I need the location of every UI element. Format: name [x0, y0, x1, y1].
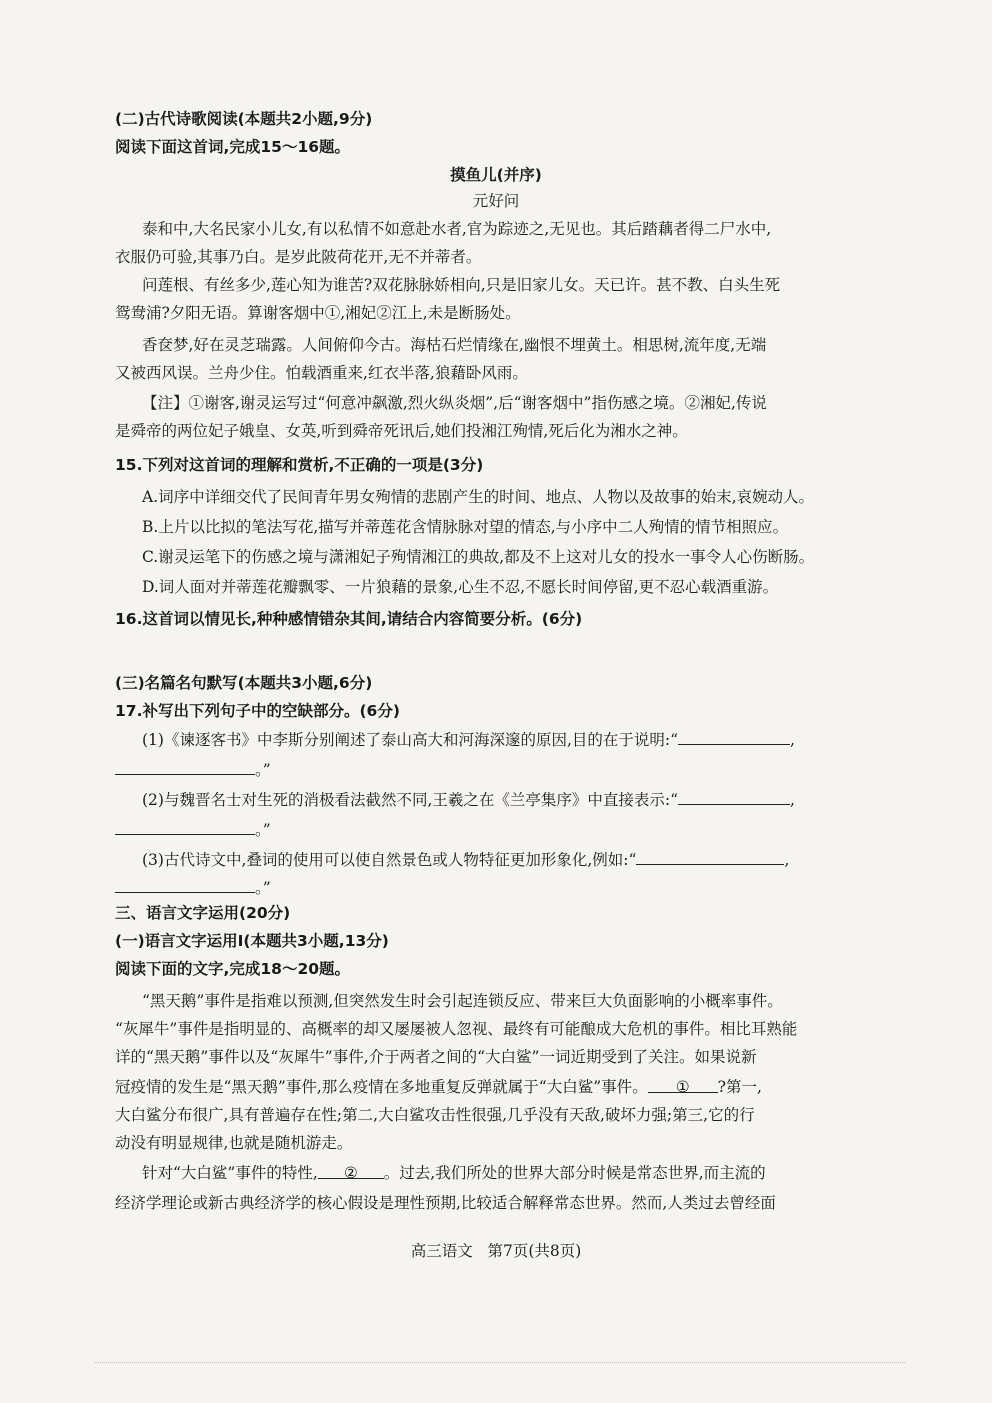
question-17-stem: 17.补写出下列句子中的空缺部分。(6分) — [115, 702, 400, 720]
answer-blank[interactable] — [115, 876, 255, 893]
language-instruction: 阅读下面的文字,完成18～20题。 — [115, 960, 351, 978]
answer-blank[interactable] — [636, 848, 784, 865]
poetry-instruction: 阅读下面这首词,完成15～16题。 — [115, 138, 351, 156]
answer-blank[interactable]: ① — [648, 1076, 718, 1093]
poem-preface-line: 衣服仍可验,其事乃白。是岁此陂荷花开,无不并蒂者。 — [115, 248, 482, 266]
poem-stanza-line: 问莲根、有丝多少,莲心知为谁苦?双花脉脉娇相向,只是旧家儿女。天已许。甚不教、白头生死 — [142, 276, 781, 294]
poem-preface-line: 泰和中,大名民家小儿女,有以私情不如意赴水者,官为踪迹之,无见也。其后踏藕者得二尸水中, — [142, 220, 772, 238]
question-17-item-2: (2)与魏晋名士对生死的消极看法截然不同,王羲之在《兰亭集序》中直接表示:“ , — [142, 788, 795, 811]
poem-stanza-line: 又被西风误。兰舟少住。怕载酒重来,红衣半落,狼藉卧风雨。 — [115, 364, 528, 382]
passage-line: 动没有明显规律,也就是随机游走。 — [115, 1134, 353, 1152]
question-17-item-3: (3)古代诗文中,叠词的使用可以使自然景色或人物特征更加形象化,例如:“ , — [142, 848, 789, 871]
poem-note: 【注】①谢客,谢灵运写过“何意冲飙激,烈火纵炎烟”,后“谢客烟中”指伤感之境。②湘妃,传说 — [142, 394, 767, 412]
answer-blank[interactable]: ② — [318, 1162, 384, 1179]
passage-line-with-blank-2: 针对“大白鲨”事件的特性, ② 。过去,我们所处的世界大部分时候是常态世界,而主流的 — [142, 1164, 766, 1182]
answer-blank[interactable] — [115, 758, 255, 775]
question-15-stem: 15.下列对这首词的理解和赏析,不正确的一项是(3分) — [115, 456, 484, 474]
question-16-stem: 16.这首词以情见长,种种感情错杂其间,请结合内容简要分析。(6分) — [115, 610, 583, 628]
section-title-language-1: (一)语言文字运用Ⅰ(本题共3小题,13分) — [115, 932, 389, 950]
poem-stanza-line: 香奁梦,好在灵芝瑞露。人间俯仰今古。海枯石烂情缘在,幽恨不埋黄土。相思树,流年度,无端 — [142, 336, 767, 354]
question-15-option-a: A.词序中详细交代了民间青年男女殉情的悲剧产生的时间、地点、人物以及故事的始末,哀婉动人。 — [142, 488, 815, 506]
poem-author: 元好问 — [472, 192, 520, 210]
part-title-language: 三、语言文字运用(20分) — [115, 904, 291, 922]
question-17-item-2-cont: 。” — [115, 818, 271, 841]
page-footer: 高三语文 第7页(共8页) — [410, 1242, 582, 1260]
passage-line: “黑天鹅”事件是指难以预测,但突然发生时会引起连锁反应、带来巨大负面影响的小概率事件。 — [142, 992, 783, 1010]
passage-line: 详的“黑天鹅”事件以及“灰犀牛”事件,介于两者之间的“大白鲨”一词近期受到了关注。如果说新 — [115, 1048, 757, 1066]
question-15-option-c: C.谢灵运笔下的伤感之境与潇湘妃子殉情湘江的典故,都及不上这对儿女的投水一事令人心伤断肠。 — [142, 548, 815, 566]
question-15-option-d: D.词人面对并蒂莲花瓣飘零、一片狼藉的景象,心生不忍,不愿长时间停留,更不忍心载酒重游。 — [142, 578, 779, 596]
answer-blank[interactable] — [678, 788, 790, 805]
section-title-dictation: (三)名篇名句默写(本题共3小题,6分) — [115, 674, 373, 692]
passage-line: 大白鲨分布很广,具有普遍存在性;第二,大白鲨攻击性很强,几乎没有天敌,破坏力强;第三,它的行 — [115, 1106, 755, 1124]
question-15-option-b: B.上片以比拟的笔法写花,描写并蒂莲花含情脉脉对望的情态,与小序中二人殉情的情节相照应。 — [142, 518, 789, 536]
passage-line: “灰犀牛”事件是指明显的、高概率的却又屡屡被人忽视、最终有可能酿成大危机的事件。相比耳熟能 — [115, 1020, 798, 1038]
question-17-item-3-cont: 。” — [115, 876, 271, 899]
poem-stanza-line: 鸳鸯浦?夕阳无语。算谢客烟中①,湘妃②江上,未是断肠处。 — [115, 304, 521, 322]
question-17-item-1: (1)《谏逐客书》中李斯分别阐述了泰山高大和河海深邃的原因,目的在于说明:“ , — [142, 728, 795, 751]
passage-line: 经济学理论或新古典经济学的核心假设是理性预期,比较适合解释常态世界。然而,人类过去曾经面 — [115, 1194, 776, 1212]
answer-blank[interactable] — [678, 728, 790, 745]
question-17-item-1-cont: 。” — [115, 758, 271, 781]
section-title-poetry: (二)古代诗歌阅读(本题共2小题,9分) — [115, 110, 373, 128]
answer-blank[interactable] — [115, 818, 255, 835]
poem-title: 摸鱼儿(并序) — [450, 166, 542, 184]
page-bottom-rule — [95, 1362, 905, 1363]
poem-note: 是舜帝的两位妃子娥皇、女英,听到舜帝死讯后,她们投湘江殉情,死后化为湘水之神。 — [115, 422, 688, 440]
passage-line-with-blank-1: 冠疫情的发生是“黑天鹅”事件,那么疫情在多地重复反弹就属于“大白鲨”事件。 ① ?第一, — [115, 1078, 762, 1096]
